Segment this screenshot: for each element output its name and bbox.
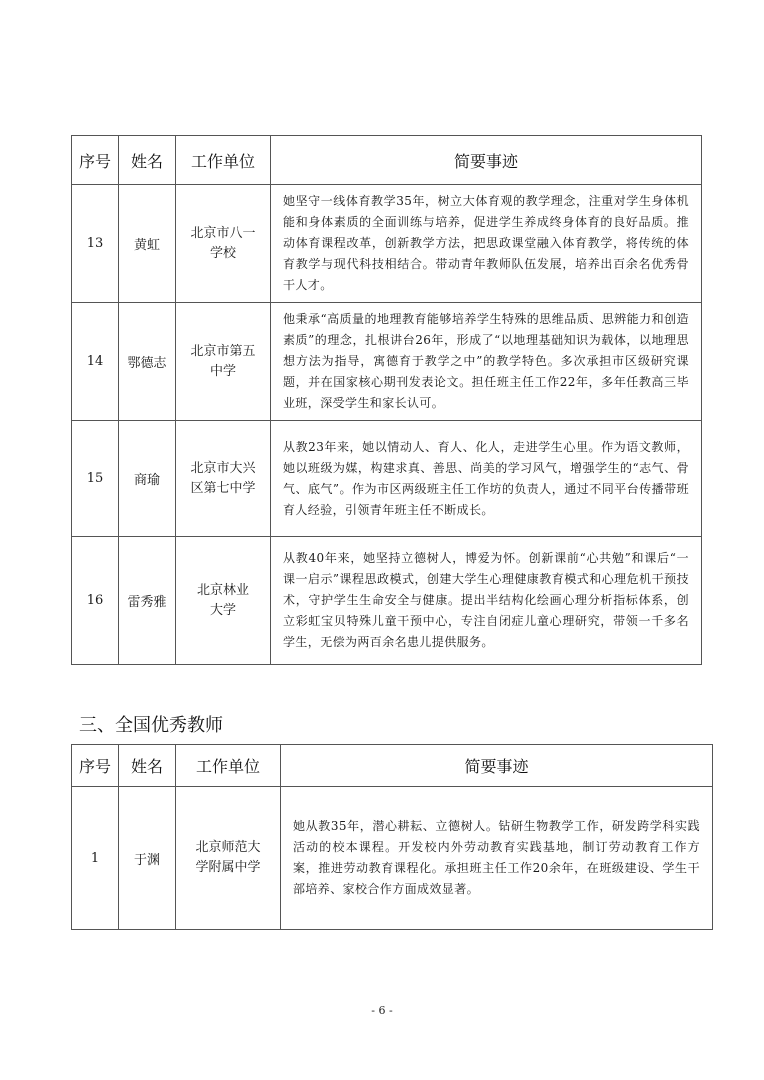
table-row <box>72 303 702 421</box>
table-row <box>72 537 702 665</box>
unit-line: 北京市第五 <box>190 343 256 359</box>
row-name: 鄂德志 <box>119 303 176 421</box>
unit-line: 北京师范大 <box>195 840 261 855</box>
row-name: 商瑜 <box>119 421 176 537</box>
table-excellent-teachers <box>71 744 713 930</box>
header-no: 序号 <box>72 745 119 787</box>
unit-line: 区第七中学 <box>190 480 256 496</box>
table-honorees <box>71 135 702 665</box>
row-no: 15 <box>72 421 119 537</box>
page-number: - 6 - <box>371 1004 393 1017</box>
header-name: 姓名 <box>119 136 176 185</box>
table-row <box>72 421 702 537</box>
header-no: 序号 <box>72 136 119 185</box>
unit-line: 大学 <box>209 602 236 618</box>
row-no: 16 <box>72 537 119 665</box>
unit-line: 学校 <box>209 245 236 261</box>
row-desc: 她坚守一线体育教学35年，树立大体育观的教学理念，注重对学生身体机能和身体素质的全面训练与培养，促进学生养成终身体育的良好品质。推动体育课程改革，创新教学方法，把思政课堂融入体育教学，将传统的体育教学与现代科技相结合。带动青年教师队伍发展，培养出百余名优秀骨干人才。 <box>271 185 702 303</box>
row-unit <box>176 537 271 665</box>
row-name: 于渊 <box>119 787 176 930</box>
header-desc: 简要事迹 <box>281 745 713 787</box>
row-desc: 她从教35年，潜心耕耘、立德树人。钻研生物教学工作，研发跨学科实践活动的校本课程。开发校内外劳动教育实践基地，制订劳动教育工作方案，推进劳动教育课程化。承担班主任工作20余年，在班级建设、学生干部培养、家校合作方面成效显著。 <box>281 787 713 930</box>
table-row <box>72 185 702 303</box>
row-unit <box>176 787 281 930</box>
unit-line: 北京林业 <box>196 582 249 598</box>
row-no: 1 <box>72 787 119 930</box>
table-header-row <box>72 745 713 787</box>
row-desc: 他秉承“高质量的地理教育能够培养学生特殊的思维品质、思辨能力和创造素质”的理念，扎根讲台26年，形成了“以地理基础知识为载体，以地理思想方法为指导，寓德育于教学之中”的教学特色。多次承担市区级研究课题，并在国家核心期刊发表论文。担任班主任工作22年，多年任教高三毕业班，深受学生和家长认可。 <box>271 303 702 421</box>
table-header-row <box>72 136 702 185</box>
row-name: 黄虹 <box>119 185 176 303</box>
row-no: 13 <box>72 185 119 303</box>
row-unit <box>176 421 271 537</box>
header-desc: 简要事迹 <box>271 136 702 185</box>
row-desc: 从教23年来，她以情动人、育人、化人，走进学生心里。作为语文教师，她以班级为媒，构建求真、善思、尚美的学习风气，增强学生的“志气、骨气、底气”。作为市区两级班主任工作坊的负责人，通过不同平台传播带班育人经验，引领青年班主任不断成长。 <box>271 421 702 537</box>
table-row <box>72 787 713 930</box>
unit-line: 北京市八一 <box>190 225 256 241</box>
row-desc: 从教40年来，她坚持立德树人，博爱为怀。创新课前“心共勉”和课后“一课一启示”课程思政模式，创建大学生心理健康教育模式和心理危机干预技术，守护学生生命安全与健康。提出半结构化绘画心理分析指标体系，创立彩虹宝贝特殊儿童干预中心，专注自闭症儿童心理研究，带领一千多名学生，无偿为两百余名患儿提供服务。 <box>271 537 702 665</box>
row-unit <box>176 303 271 421</box>
header-name: 姓名 <box>119 745 176 787</box>
row-name: 雷秀雅 <box>119 537 176 665</box>
unit-line: 中学 <box>209 363 236 379</box>
row-unit <box>176 185 271 303</box>
section-heading: 三、全国优秀教师 <box>79 715 223 736</box>
header-unit: 工作单位 <box>176 136 271 185</box>
row-no: 14 <box>72 303 119 421</box>
unit-line: 学附属中学 <box>195 860 261 875</box>
unit-line: 北京市大兴 <box>190 460 256 476</box>
header-unit: 工作单位 <box>176 745 281 787</box>
